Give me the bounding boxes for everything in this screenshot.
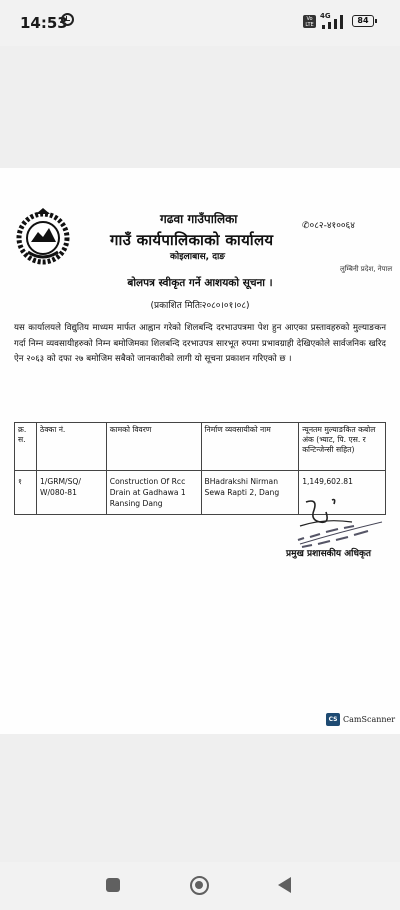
phone-number: ०८२-४१००६४ bbox=[309, 221, 355, 231]
viewer-background-bottom[interactable] bbox=[0, 734, 400, 862]
alarm-icon bbox=[61, 13, 74, 26]
cell-contract-no: 1/GRM/SQ/ W/080-81 bbox=[36, 471, 106, 515]
office-phone: ✆०८२-४१००६४ bbox=[302, 221, 355, 231]
signal-bars-icon bbox=[320, 15, 346, 29]
notice-body: यस कार्यालयले विद्युतिय माध्यम मार्फत आह्वान गरेको शिलबन्दि दरभाउपत्रमा पेश हुन आएका प्रस्तावहरुको मुल्याङकन गर्दा निम्न व्यवसायीहरुको निम्न बमोजिमका शिलबन्दि दरभाउपत्र सारभूत रुपमा प्रभावग्राही देखिएकोले सार्वजनिक खरिद ऐन २०६३ को दफा २७ बमोजिम सबैको जानकारीको लागी यो सूचना प्रकाशन गरिएको छ । bbox=[14, 323, 386, 364]
office-address: कोइलाबास, दाङ bbox=[170, 252, 226, 262]
notice-title: बोलपत्र स्वीकृत गर्ने आशयको सूचना । bbox=[127, 277, 273, 289]
camscanner-label: CamScanner bbox=[343, 714, 396, 724]
status-bar bbox=[0, 0, 400, 46]
viewer-background-top[interactable] bbox=[0, 46, 400, 168]
column-header: निर्माण व्यवसायीको नाम bbox=[201, 423, 299, 471]
back-triangle-icon[interactable] bbox=[278, 877, 291, 893]
cell-sn: १ bbox=[15, 471, 37, 515]
cell-amount: 1,149,602.81 bbox=[299, 471, 386, 515]
column-header: कामको विवरण bbox=[106, 423, 201, 471]
camscanner-logo-icon: CS bbox=[326, 713, 340, 726]
battery-icon: 84 bbox=[352, 15, 374, 27]
network-type: 4G bbox=[320, 12, 331, 20]
volte-icon: Vo LTE bbox=[303, 15, 316, 28]
navigation-bar bbox=[0, 862, 400, 910]
table-header-row bbox=[15, 423, 386, 471]
officer-designation: प्रमुख प्रशासकीय अधिकृत bbox=[286, 549, 372, 559]
office-title: गाउँ कार्यपालिकाको कार्यालय bbox=[110, 231, 274, 249]
scanned-document-page[interactable] bbox=[0, 168, 400, 734]
municipality-name: गढवा गाउँपालिका bbox=[160, 212, 238, 226]
recents-square-icon[interactable] bbox=[106, 878, 120, 892]
column-header: क्र. स. bbox=[15, 423, 37, 471]
cell-contractor: BHadrakshi Nirman Sewa Rapti 2, Dang bbox=[201, 471, 299, 515]
published-date: (प्रकाशित मितिः२०८०।०१।०८) bbox=[150, 301, 250, 311]
column-header: न्यूनतम मुल्याङकित कबोल अंक (भ्याट, पि. एस. र कन्टिन्जेन्सी सहित) bbox=[299, 423, 386, 471]
column-header: ठेक्का नं. bbox=[36, 423, 106, 471]
home-circle-icon[interactable] bbox=[190, 876, 209, 895]
cell-work: Construction Of Rcc Drain at Gadhawa 1 Ransing Dang bbox=[106, 471, 201, 515]
nepal-emblem-icon bbox=[14, 206, 72, 266]
status-time: 14:53 bbox=[20, 14, 68, 32]
official-stamp-icon bbox=[290, 518, 390, 548]
province-label: लुम्बिनी प्रदेश, नेपाल bbox=[340, 265, 393, 273]
camscanner-watermark bbox=[326, 712, 395, 726]
